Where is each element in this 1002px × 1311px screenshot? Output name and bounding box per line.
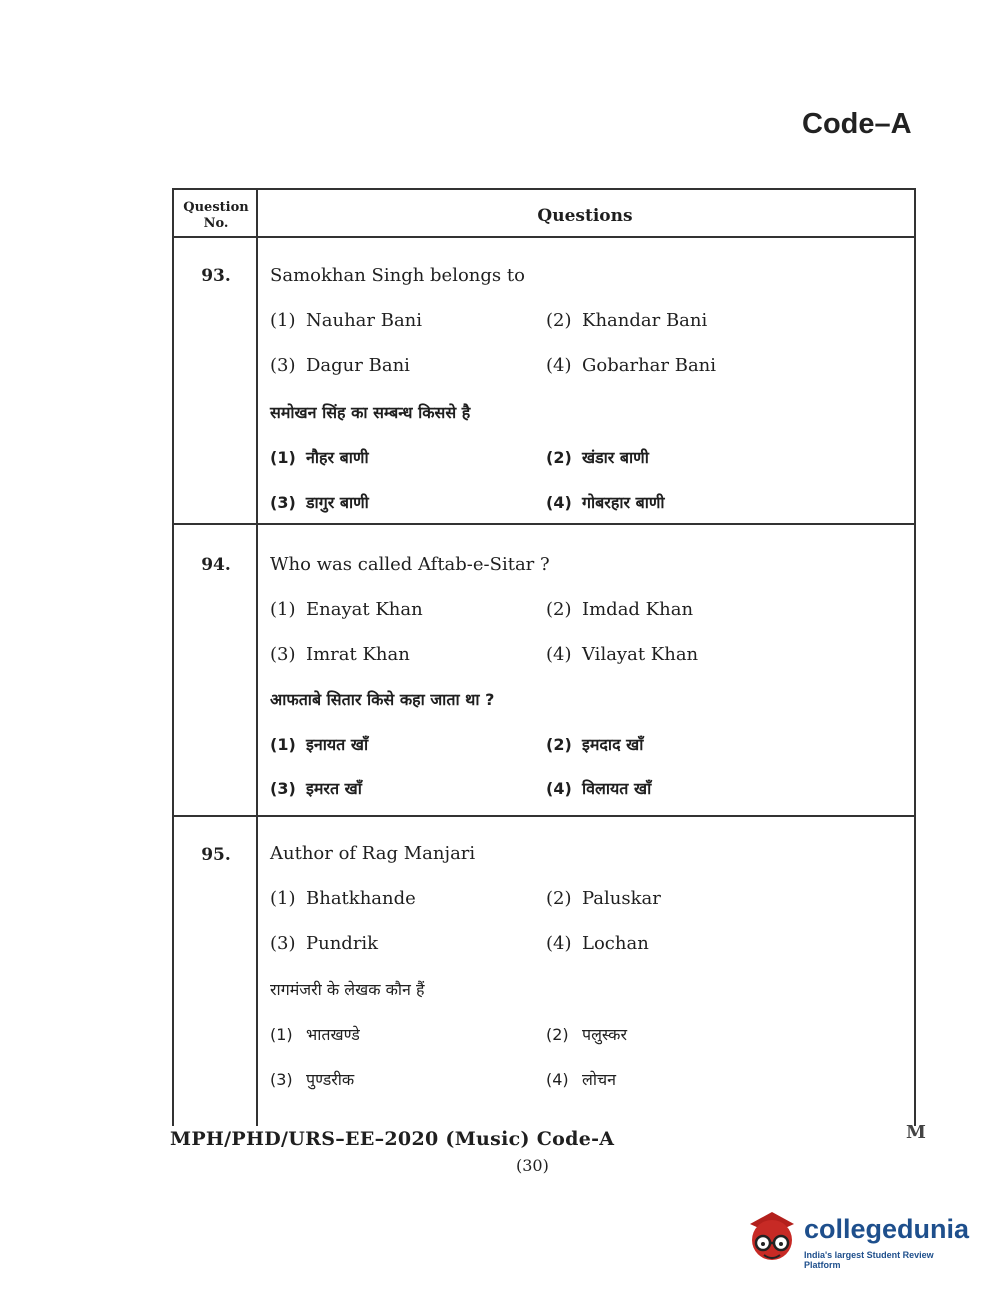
option-text: इमरत खाँ (306, 779, 362, 798)
option-text: विलायत खाँ (582, 779, 652, 798)
option-number: (4) (546, 644, 572, 665)
option-3 (270, 644, 410, 665)
option-number: (3) (270, 779, 296, 798)
option-number: (1) (270, 888, 296, 909)
question-text: Samokhan Singh belongs to (270, 265, 525, 286)
option-number: (4) (546, 355, 572, 376)
option-number: (3) (270, 933, 296, 954)
option-2 (546, 599, 693, 620)
option-text: पलुस्कर (582, 1025, 627, 1044)
question-text-hindi: समोखन सिंह का सम्बन्ध किससे है (270, 403, 471, 422)
footer-exam-code: MPH/PHD/URS–EE–2020 (Music) Code-A (170, 1128, 615, 1150)
option-text: Bhatkhande (306, 888, 416, 909)
logo-tagline: India's largest Student Review Platform (804, 1250, 934, 1270)
logo-mascot-icon (742, 1210, 802, 1272)
option-number: (3) (270, 644, 296, 665)
option-hindi-3 (270, 491, 369, 513)
option-hindi-1 (270, 1023, 360, 1045)
question-block-94 (174, 525, 914, 817)
question-block-93 (174, 238, 914, 525)
option-text: इमदाद खाँ (582, 735, 644, 754)
question-text-hindi: रागमंजरी के लेखक कौन हैं (270, 980, 425, 999)
collegedunia-logo (742, 1210, 972, 1272)
option-number: (4) (546, 493, 572, 512)
option-hindi-1 (270, 446, 369, 468)
header-question-no: Question No. (183, 200, 249, 231)
option-number: (2) (546, 1025, 569, 1044)
option-4 (546, 644, 698, 665)
option-number: (1) (270, 310, 296, 331)
option-text: Khandar Bani (582, 310, 708, 331)
option-number: (1) (270, 735, 296, 754)
option-text: भातखण्डे (306, 1025, 360, 1044)
option-3 (270, 933, 378, 954)
option-1 (270, 599, 423, 620)
option-text: Vilayat Khan (582, 644, 699, 665)
option-number: (1) (270, 599, 296, 620)
option-number: (1) (270, 448, 296, 467)
option-hindi-3 (270, 777, 362, 799)
option-number: (3) (270, 355, 296, 376)
option-number: (4) (546, 779, 572, 798)
option-text: डागुर बाणी (306, 493, 369, 512)
option-text: लोचन (582, 1070, 617, 1089)
option-text: Enayat Khan (306, 599, 423, 620)
question-block-95 (174, 817, 914, 1126)
option-number: (2) (546, 888, 572, 909)
option-3 (270, 355, 410, 376)
option-text: नौहर बाणी (306, 448, 369, 467)
option-text: Lochan (582, 933, 649, 954)
option-hindi-3 (270, 1068, 354, 1090)
logo-name: collegedunia (804, 1214, 970, 1244)
page-number: (30) (516, 1156, 549, 1175)
option-text: गोबरहार बाणी (582, 493, 665, 512)
option-4 (546, 355, 716, 376)
questions-table (172, 188, 916, 1126)
question-text: Who was called Aftab-e-Sitar ? (270, 554, 550, 575)
option-number: (1) (270, 1025, 293, 1044)
question-number: 93. (201, 266, 231, 286)
option-number: (2) (546, 599, 572, 620)
option-number: (4) (546, 933, 572, 954)
option-number: (3) (270, 493, 296, 512)
corner-mark: M (906, 1122, 926, 1143)
option-number: (2) (546, 735, 572, 754)
option-hindi-4 (546, 1068, 616, 1090)
option-text: इनायत खाँ (306, 735, 369, 754)
option-text: Imrat Khan (306, 644, 410, 665)
option-number: (2) (546, 448, 572, 467)
question-text-hindi: आफताबे सितार किसे कहा जाता था ? (270, 690, 495, 709)
option-text: Gobarhar Bani (582, 355, 717, 376)
header-questions: Questions (537, 206, 633, 226)
question-number: 94. (201, 555, 231, 575)
option-1 (270, 888, 416, 909)
option-text: Nauhar Bani (306, 310, 423, 331)
question-number: 95. (201, 845, 231, 865)
option-text: Dagur Bani (306, 355, 410, 376)
table-header (174, 190, 914, 238)
option-text: Imdad Khan (582, 599, 694, 620)
code-label: Code–A (802, 108, 912, 140)
option-number: (3) (270, 1070, 293, 1089)
option-4 (546, 933, 649, 954)
option-hindi-2 (546, 733, 643, 755)
option-2 (546, 310, 707, 331)
option-hindi-4 (546, 491, 665, 513)
option-hindi-2 (546, 446, 649, 468)
option-2 (546, 888, 661, 909)
option-1 (270, 310, 422, 331)
option-hindi-4 (546, 777, 651, 799)
option-hindi-1 (270, 733, 368, 755)
question-text: Author of Rag Manjari (270, 843, 476, 864)
option-hindi-2 (546, 1023, 627, 1045)
option-text: पुण्डरीक (306, 1070, 355, 1089)
option-text: Paluskar (582, 888, 661, 909)
option-text: खंडार बाणी (582, 448, 649, 467)
option-number: (4) (546, 1070, 569, 1089)
option-number: (2) (546, 310, 572, 331)
option-text: Pundrik (306, 933, 379, 954)
